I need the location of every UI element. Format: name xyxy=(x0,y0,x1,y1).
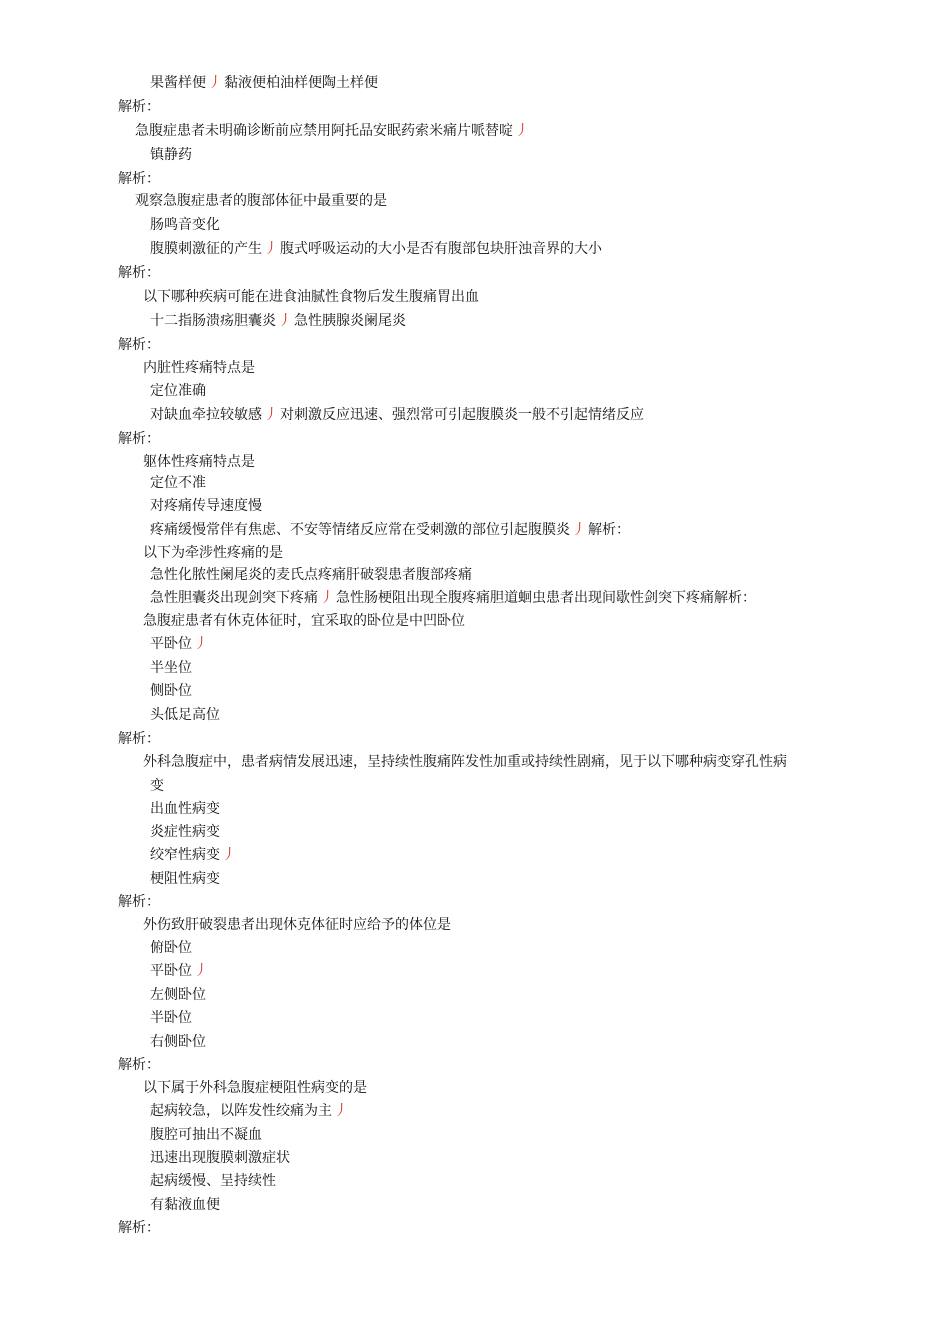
line-text: 出血性病变 xyxy=(150,801,220,817)
line-text: 半坐位 xyxy=(150,660,192,676)
line-text: 躯体性疼痛特点是 xyxy=(143,454,255,470)
line-text: 起病缓慢、呈持续性 xyxy=(150,1173,276,1189)
line-text: 解析： xyxy=(118,99,160,115)
text-line xyxy=(150,216,220,234)
line-text: 镇静药 xyxy=(150,147,192,163)
text-line xyxy=(150,1102,350,1120)
answer-mark-icon: 丿 xyxy=(320,590,334,606)
text-line xyxy=(118,264,160,282)
text-line xyxy=(150,682,192,700)
line-text: 对疼痛传导速度慢 xyxy=(150,498,262,514)
text-line xyxy=(150,635,210,653)
answer-mark-icon: 丿 xyxy=(222,847,236,863)
answer-mark-icon: 丿 xyxy=(572,522,586,538)
line-text: 平卧位 xyxy=(150,963,192,979)
line-text: 以下属于外科急腹症梗阻性病变的是 xyxy=(143,1080,367,1096)
text-line xyxy=(150,846,238,864)
line-text: 急腹症患者有休克体征时，宜采取的卧位是中凹卧位 xyxy=(143,613,465,629)
line-text: 起病较急，以阵发性绞痛为主 xyxy=(150,1103,332,1119)
text-line xyxy=(143,359,255,377)
text-line xyxy=(150,986,206,1004)
text-line xyxy=(143,544,283,562)
line-text: 解析： xyxy=(118,265,160,281)
line-text: 急性胰腺炎阑尾炎 xyxy=(294,313,406,329)
answer-mark-icon: 丿 xyxy=(278,313,292,329)
line-text: 侧卧位 xyxy=(150,683,192,699)
text-line xyxy=(150,566,472,584)
line-text: 急性胆囊炎出现剑突下疼痛 xyxy=(150,590,318,606)
line-text: 解析： xyxy=(118,431,160,447)
line-text: 腹腔可抽出不凝血 xyxy=(150,1127,262,1143)
text-line xyxy=(150,800,220,818)
line-text: 变 xyxy=(150,778,164,794)
text-line xyxy=(150,497,262,515)
line-text: 对缺血牵拉较敏感 xyxy=(150,407,262,423)
answer-mark-icon: 丿 xyxy=(194,963,208,979)
line-text: 解析： xyxy=(118,171,160,187)
text-line xyxy=(143,916,451,934)
line-text: 解析： xyxy=(118,1057,160,1073)
line-text: 右侧卧位 xyxy=(150,1034,206,1050)
text-line xyxy=(118,1219,160,1237)
text-line xyxy=(135,192,387,210)
text-line xyxy=(150,1126,262,1144)
text-line xyxy=(150,146,192,164)
text-line xyxy=(118,893,160,911)
line-text: 果酱样便 xyxy=(150,75,206,91)
text-line xyxy=(150,1172,276,1190)
line-text: 平卧位 xyxy=(150,636,192,652)
text-line xyxy=(135,122,531,140)
text-line xyxy=(150,939,192,957)
line-text: 炎症性病变 xyxy=(150,824,220,840)
text-line xyxy=(150,521,630,539)
text-line xyxy=(118,336,160,354)
text-line xyxy=(143,753,787,771)
line-text: 梗阻性病变 xyxy=(150,871,220,887)
text-line xyxy=(150,382,206,400)
line-text: 半卧位 xyxy=(150,1010,192,1026)
line-text: 绞窄性病变 xyxy=(150,847,220,863)
line-text: 肠鸣音变化 xyxy=(150,217,220,233)
answer-mark-icon: 丿 xyxy=(334,1103,348,1119)
text-line xyxy=(150,589,756,607)
text-line xyxy=(143,288,479,306)
text-line xyxy=(118,98,160,116)
text-line xyxy=(150,312,406,330)
line-text: 十二指肠溃疡胆囊炎 xyxy=(150,313,276,329)
text-line xyxy=(150,1196,220,1214)
answer-mark-icon: 丿 xyxy=(264,241,278,257)
line-text: 左侧卧位 xyxy=(150,987,206,1003)
text-line xyxy=(150,406,644,424)
text-line xyxy=(118,170,160,188)
text-line xyxy=(150,74,378,92)
text-line xyxy=(150,870,220,888)
line-text: 解析： xyxy=(118,337,160,353)
text-line xyxy=(150,474,206,492)
text-line xyxy=(150,962,210,980)
line-text: 有黏液血便 xyxy=(150,1197,220,1213)
line-text: 定位不准 xyxy=(150,475,206,491)
line-text: 以下为牵涉性疼痛的是 xyxy=(143,545,283,561)
text-line xyxy=(150,659,192,677)
line-text: 以下哪种疾病可能在进食油腻性食物后发生腹痛胃出血 xyxy=(143,289,479,305)
text-line xyxy=(150,1033,206,1051)
line-text: 对刺激反应迅速、强烈常可引起腹膜炎一般不引起情绪反应 xyxy=(280,407,644,423)
line-text: 外伤致肝破裂患者出现休克体征时应给予的体位是 xyxy=(143,917,451,933)
line-text: 内脏性疼痛特点是 xyxy=(143,360,255,376)
line-text: 迅速出现腹膜刺激症状 xyxy=(150,1150,290,1166)
text-line xyxy=(143,1079,367,1097)
line-text: 疼痛缓慢常伴有焦虑、不安等情绪反应常在受刺激的部位引起腹膜炎 xyxy=(150,522,570,538)
line-text: 外科急腹症中，患者病情发展迅速，呈持续性腹痛阵发性加重或持续性剧痛，见于以下哪种病变穿孔性病 xyxy=(143,754,787,770)
line-text: 急腹症患者未明确诊断前应禁用阿托品安眠药索米痛片哌替啶 xyxy=(135,123,513,139)
text-line xyxy=(143,612,465,630)
line-text: 急性化脓性阑尾炎的麦氏点疼痛肝破裂患者腹部疼痛 xyxy=(150,567,472,583)
text-line xyxy=(118,1056,160,1074)
line-text: 解析： xyxy=(118,1220,160,1236)
line-text: 定位准确 xyxy=(150,383,206,399)
text-line xyxy=(150,823,220,841)
answer-mark-icon: 丿 xyxy=(208,75,222,91)
text-line xyxy=(150,706,220,724)
text-line xyxy=(150,1009,192,1027)
answer-mark-icon: 丿 xyxy=(515,123,529,139)
text-line xyxy=(150,1149,290,1167)
text-line xyxy=(150,240,602,258)
line-text: 解析： xyxy=(588,522,630,538)
line-text: 头低足高位 xyxy=(150,707,220,723)
text-line xyxy=(143,453,255,471)
text-line xyxy=(118,430,160,448)
text-line xyxy=(118,730,160,748)
answer-mark-icon: 丿 xyxy=(194,636,208,652)
line-text: 解析： xyxy=(118,731,160,747)
text-line xyxy=(150,777,164,795)
line-text: 观察急腹症患者的腹部体征中最重要的是 xyxy=(135,193,387,209)
answer-mark-icon: 丿 xyxy=(264,407,278,423)
line-text: 急性肠梗阻出现全腹疼痛胆道蛔虫患者出现间歇性剑突下疼痛解析： xyxy=(336,590,756,606)
line-text: 俯卧位 xyxy=(150,940,192,956)
line-text: 黏液便柏油样便陶土样便 xyxy=(224,75,378,91)
line-text: 腹膜刺激征的产生 xyxy=(150,241,262,257)
line-text: 解析： xyxy=(118,894,160,910)
line-text: 腹式呼吸运动的大小是否有腹部包块肝浊音界的大小 xyxy=(280,241,602,257)
